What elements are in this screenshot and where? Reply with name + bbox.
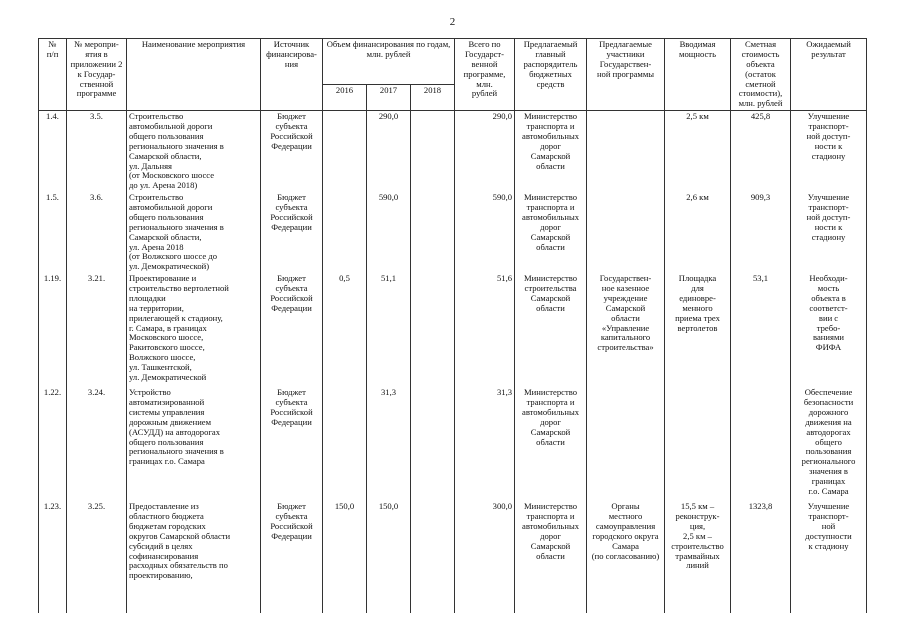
cell-event: 3.24. xyxy=(67,387,127,501)
cell-2018 xyxy=(411,501,455,613)
header-cost: Сметная стоимость объекта (остаток сметной стоимости), млн. рублей xyxy=(731,39,791,111)
cell-cost: 909,3 xyxy=(731,192,791,273)
cell-capacity: 2,6 км xyxy=(665,192,731,273)
cell-capacity: Площадка для единовре- менного приема трех вертолетов xyxy=(665,273,731,387)
cell-event: 3.5. xyxy=(67,111,127,193)
cell-2016: 150,0 xyxy=(323,501,367,613)
cell-2018 xyxy=(411,387,455,501)
cell-name: Строительство автомобильной дороги общего пользования регионального значения в Самарской области, ул. Арена 2018 (от Волжского шоссе до ул. Демократической) xyxy=(127,192,261,273)
cell-event: 3.25. xyxy=(67,501,127,613)
table-header xyxy=(39,39,867,111)
table-row xyxy=(39,111,867,193)
table-row xyxy=(39,273,867,387)
header-distributor: Предлагаемый главный распорядитель бюджетных средств xyxy=(515,39,587,111)
cell-cost xyxy=(731,387,791,501)
cell-source: Бюджет субъекта Российской Федерации xyxy=(261,501,323,613)
cell-2016 xyxy=(323,111,367,193)
cell-2017: 51,1 xyxy=(367,273,411,387)
cell-name: Строительство автомобильной дороги общего пользования регионального значения в Самарской области, ул. Дальняя (от Московского шоссе до ул. Арена 2018) xyxy=(127,111,261,193)
cell-participants: Органы местного самоуправления городского округа Самара (по согласованию) xyxy=(587,501,665,613)
table-row xyxy=(39,387,867,501)
cell-cost: 53,1 xyxy=(731,273,791,387)
cell-source: Бюджет субъекта Российской Федерации xyxy=(261,273,323,387)
cell-result: Необходи- мость объекта в соответст- вии с требо- ваниями ФИФА xyxy=(791,273,867,387)
cell-2016: 0,5 xyxy=(323,273,367,387)
cell-total: 290,0 xyxy=(455,111,515,193)
cell-participants xyxy=(587,111,665,193)
header-funding-group: Объем финансирования по годам, млн. рублей xyxy=(323,39,455,85)
cell-num: 1.19. xyxy=(39,273,67,387)
cell-total: 300,0 xyxy=(455,501,515,613)
cell-participants xyxy=(587,192,665,273)
header-result: Ожидаемый результат xyxy=(791,39,867,111)
cell-source: Бюджет субъекта Российской Федерации xyxy=(261,111,323,193)
header-year-2018: 2018 xyxy=(411,85,455,111)
header-num: № п/п xyxy=(39,39,67,111)
cell-num: 1.23. xyxy=(39,501,67,613)
cell-2018 xyxy=(411,111,455,193)
cell-num: 1.22. xyxy=(39,387,67,501)
cell-distributor: Министерство транспорта и автомобильных дорог Самарской области xyxy=(515,192,587,273)
cell-2017: 290,0 xyxy=(367,111,411,193)
header-source: Источник финансирова- ния xyxy=(261,39,323,111)
header-name: Наименование мероприятия xyxy=(127,39,261,111)
cell-2016 xyxy=(323,192,367,273)
cell-2018 xyxy=(411,192,455,273)
table-row xyxy=(39,192,867,273)
cell-event: 3.21. xyxy=(67,273,127,387)
cell-distributor: Министерство строительства Самарской области xyxy=(515,273,587,387)
cell-total: 31,3 xyxy=(455,387,515,501)
header-event-num: № меропри- ятия в приложении 2 к Государ- ственной программе xyxy=(67,39,127,111)
cell-name: Проектирование и строительство вертолетной площадки на территории, прилегающей к стадиону, г. Самара, в границах Московского шоссе, Ракитовского шоссе, Волжского шоссе, ул. Ташкентской, ул. Демократической xyxy=(127,273,261,387)
header-year-2017: 2017 xyxy=(367,85,411,111)
cell-capacity: 15,5 км – реконструк- ция, 2,5 км – строительство трамвайных линий xyxy=(665,501,731,613)
header-year-2016: 2016 xyxy=(323,85,367,111)
cell-source: Бюджет субъекта Российской Федерации xyxy=(261,387,323,501)
cell-distributor: Министерство транспорта и автомобильных дорог Самарской области xyxy=(515,111,587,193)
header-participants: Предлагаемые участники Государствен- ной программы xyxy=(587,39,665,111)
cell-2016 xyxy=(323,387,367,501)
table-row xyxy=(39,501,867,613)
cell-participants: Государствен- ное казенное учреждение Самарской области «Управление капитального строительства» xyxy=(587,273,665,387)
cell-result: Улучшение транспорт- ной доступ- ности к стадиону xyxy=(791,192,867,273)
page-number: 2 xyxy=(449,16,456,28)
cell-distributor: Министерство транспорта и автомобильных дорог Самарской области xyxy=(515,387,587,501)
cell-source: Бюджет субъекта Российской Федерации xyxy=(261,192,323,273)
cell-cost: 1323,8 xyxy=(731,501,791,613)
cell-result: Улучшение транспорт- ной доступ- ности к стадиону xyxy=(791,111,867,193)
cell-total: 590,0 xyxy=(455,192,515,273)
cell-2017: 150,0 xyxy=(367,501,411,613)
header-capacity: Вводимая мощность xyxy=(665,39,731,111)
cell-2017: 590,0 xyxy=(367,192,411,273)
cell-cost: 425,8 xyxy=(731,111,791,193)
cell-event: 3.6. xyxy=(67,192,127,273)
header-total: Всего по Государст- венной программе, млн. рублей xyxy=(455,39,515,111)
cell-result: Обеспечение безопасности дорожного движения на автодорогах общего пользования регионального значения в границах г.о. Самара xyxy=(791,387,867,501)
program-events-table xyxy=(38,38,867,613)
cell-name: Предоставление из областного бюджета бюджетам городских округов Самарской области субсидий в целях софинансирования расходных обязательств по проектированию, xyxy=(127,501,261,613)
cell-num: 1.5. xyxy=(39,192,67,273)
cell-total: 51,6 xyxy=(455,273,515,387)
cell-participants xyxy=(587,387,665,501)
cell-capacity xyxy=(665,387,731,501)
cell-2017: 31,3 xyxy=(367,387,411,501)
cell-num: 1.4. xyxy=(39,111,67,193)
cell-capacity: 2,5 км xyxy=(665,111,731,193)
cell-2018 xyxy=(411,273,455,387)
cell-name: Устройство автоматизированной системы управления дорожным движением (АСУДД) на автодорогах общего пользования регионального значения в границах г.о. Самара xyxy=(127,387,261,501)
cell-distributor: Министерство транспорта и автомобильных дорог Самарской области xyxy=(515,501,587,613)
cell-result: Улучшение транспорт- ной доступности к стадиону xyxy=(791,501,867,613)
